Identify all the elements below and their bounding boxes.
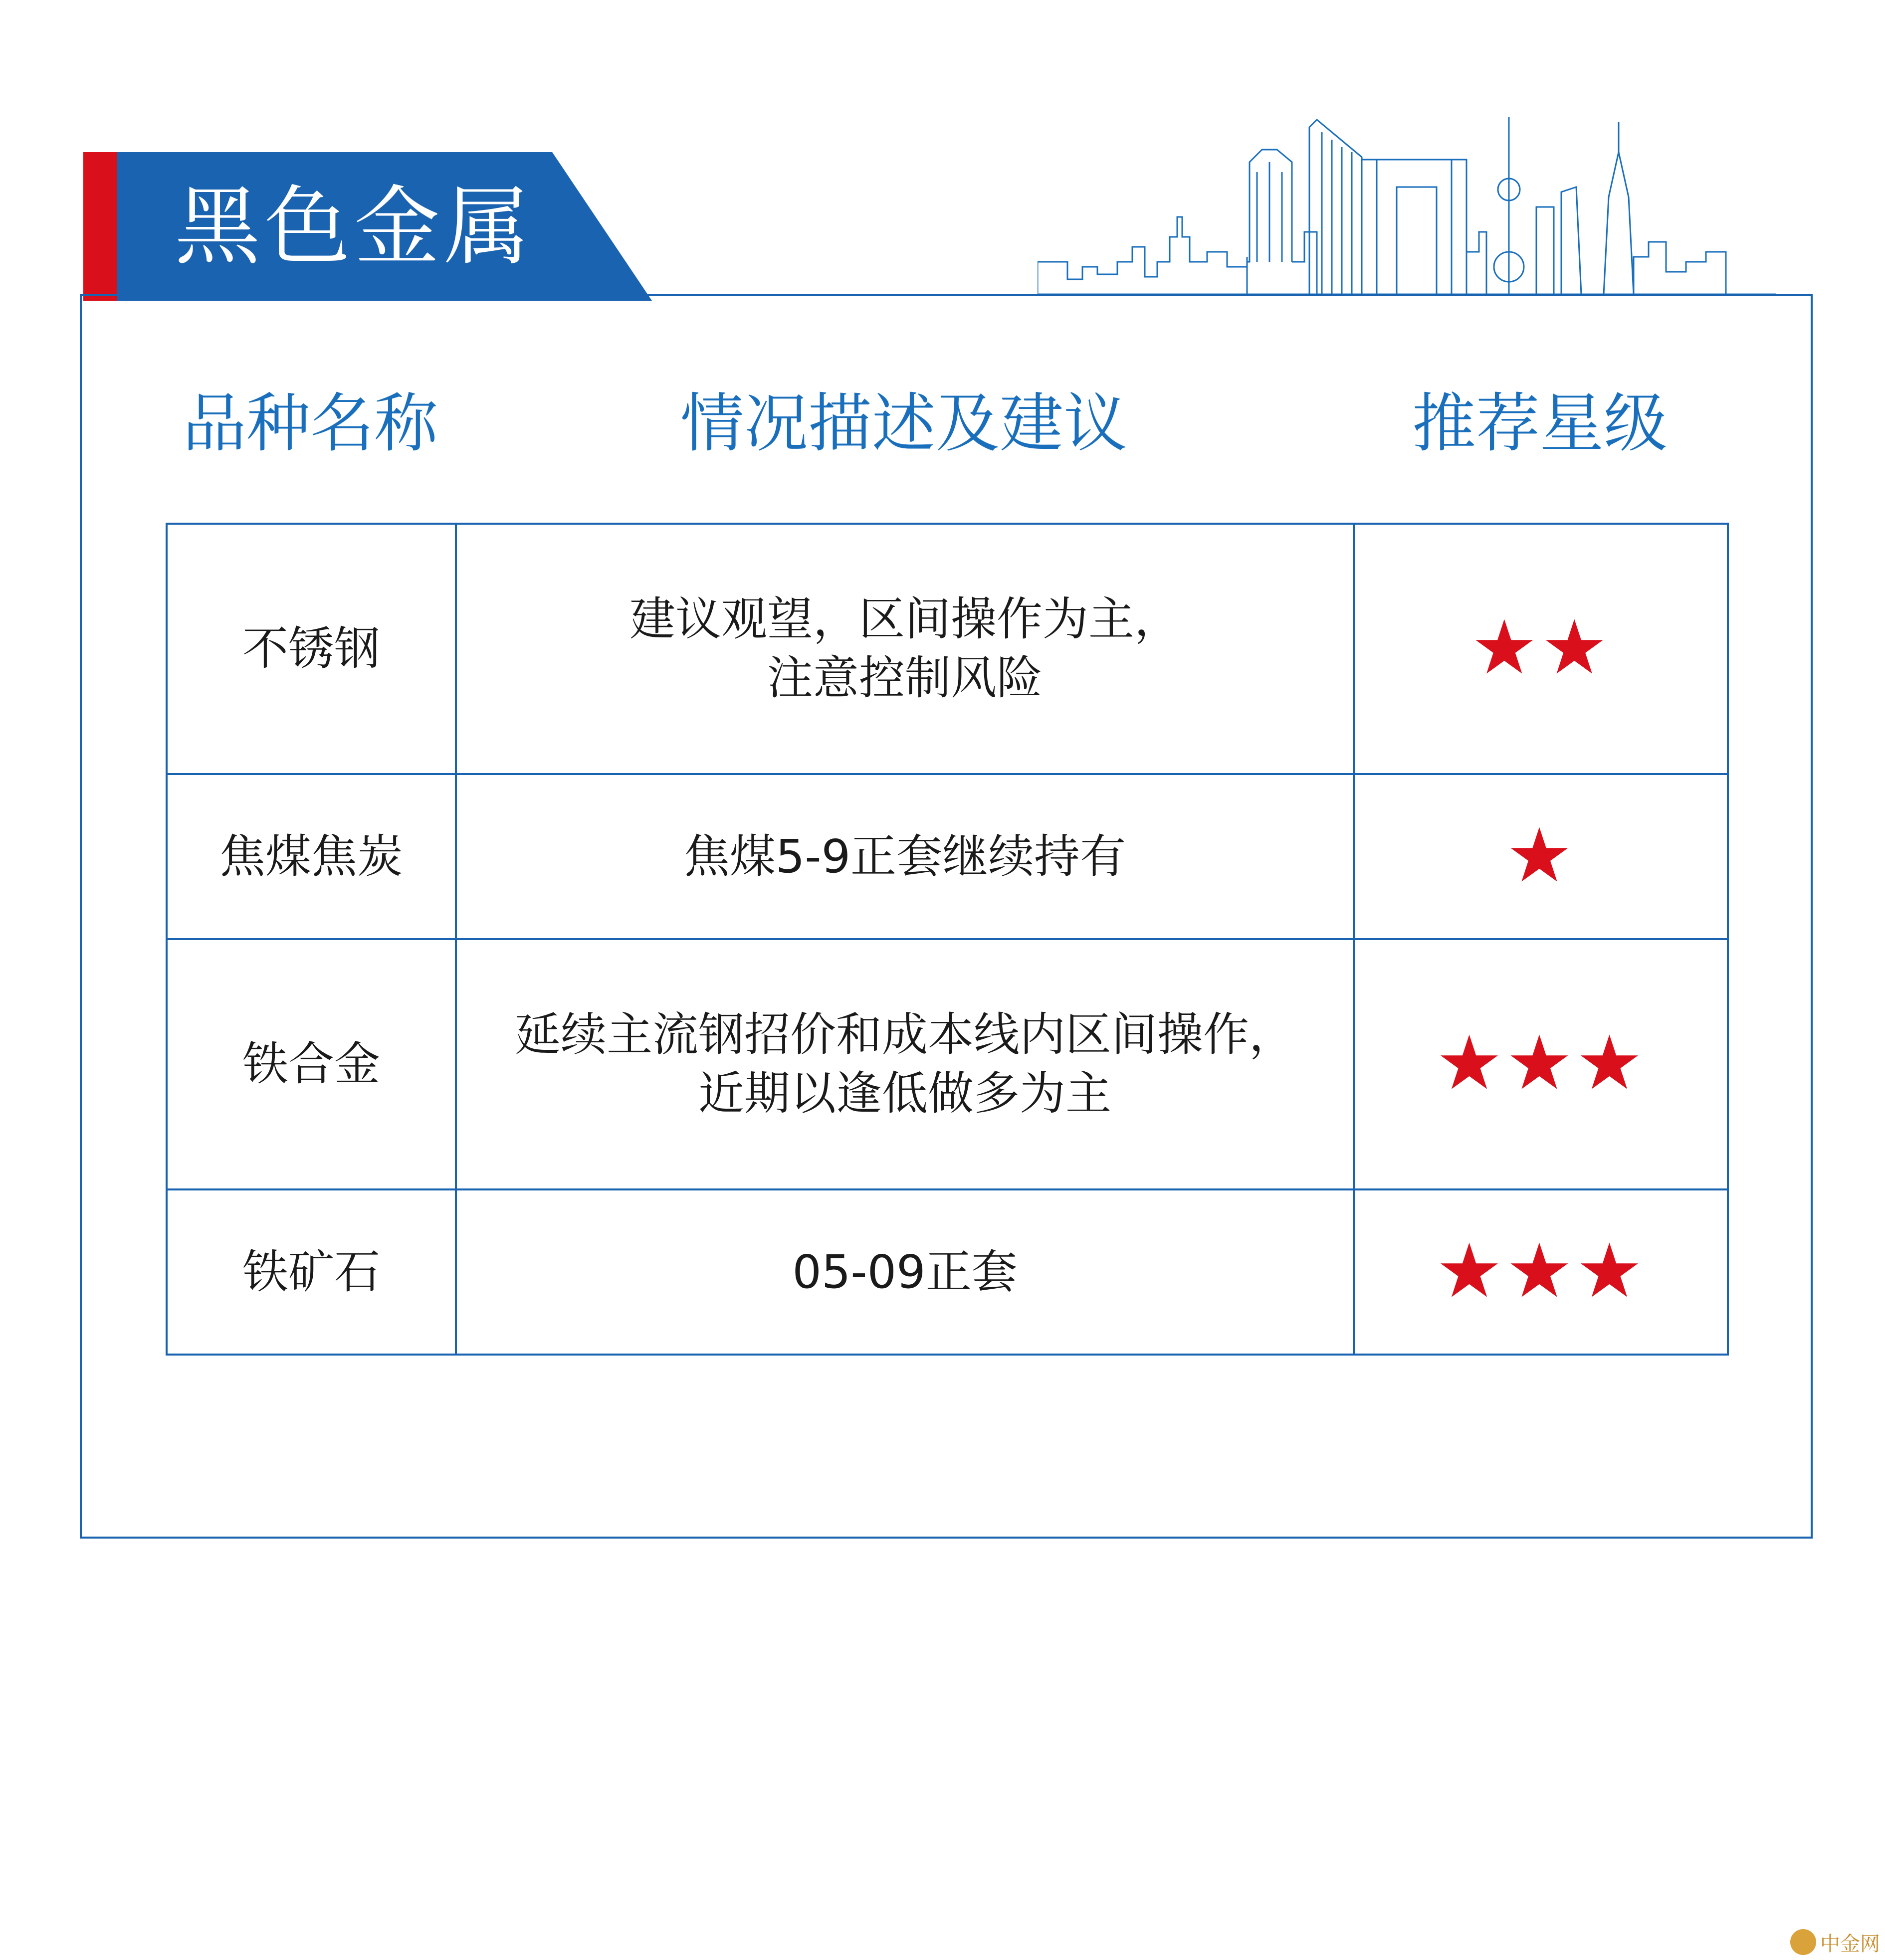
recommendation-table xyxy=(166,523,1729,1356)
description-cell xyxy=(456,939,1354,1189)
variety-name: 铁矿石 xyxy=(167,1189,456,1355)
table-row xyxy=(167,1189,1728,1355)
star-rating-icon: ★★ xyxy=(1470,604,1611,692)
variety-name: 焦煤焦炭 xyxy=(167,774,456,939)
watermark-text: 中金网 xyxy=(1820,1932,1880,1956)
variety-name: 不锈钢 xyxy=(167,524,456,774)
description-line: 05-09正套 xyxy=(792,1245,1018,1299)
description-cell xyxy=(456,774,1354,939)
table-row xyxy=(167,774,1728,939)
city-skyline-illustration xyxy=(1038,112,1776,297)
description-cell xyxy=(456,524,1354,774)
logo-icon xyxy=(1790,1929,1816,1955)
description-cell xyxy=(456,1189,1354,1355)
section-title: 黑色金属 xyxy=(175,177,534,277)
watermark-logo xyxy=(1790,1927,1880,1957)
table-row xyxy=(167,524,1728,774)
star-rating-icon: ★★★ xyxy=(1436,1227,1646,1315)
header-description: 情况描述及建议 xyxy=(680,387,1127,461)
star-rating-icon: ★★★ xyxy=(1436,1020,1646,1107)
description-line: 近期以逢低做多为主 xyxy=(698,1067,1111,1121)
description-line: 注意控制风险 xyxy=(767,651,1043,705)
header-name: 品种名称 xyxy=(182,387,438,461)
description-line: 焦煤5-9正套继续持有 xyxy=(683,829,1126,883)
rating-cell xyxy=(1354,774,1728,939)
description-line: 延续主流钢招价和成本线内区间操作， xyxy=(514,1008,1295,1062)
table-row xyxy=(167,939,1728,1189)
rating-cell xyxy=(1354,524,1728,774)
rating-cell xyxy=(1354,939,1728,1189)
rating-cell xyxy=(1354,1189,1728,1355)
star-rating-icon: ★ xyxy=(1505,812,1576,899)
header-rating: 推荐星级 xyxy=(1412,387,1668,461)
description-line: 建议观望，区间操作为主， xyxy=(629,592,1180,646)
variety-name: 铁合金 xyxy=(167,939,456,1189)
